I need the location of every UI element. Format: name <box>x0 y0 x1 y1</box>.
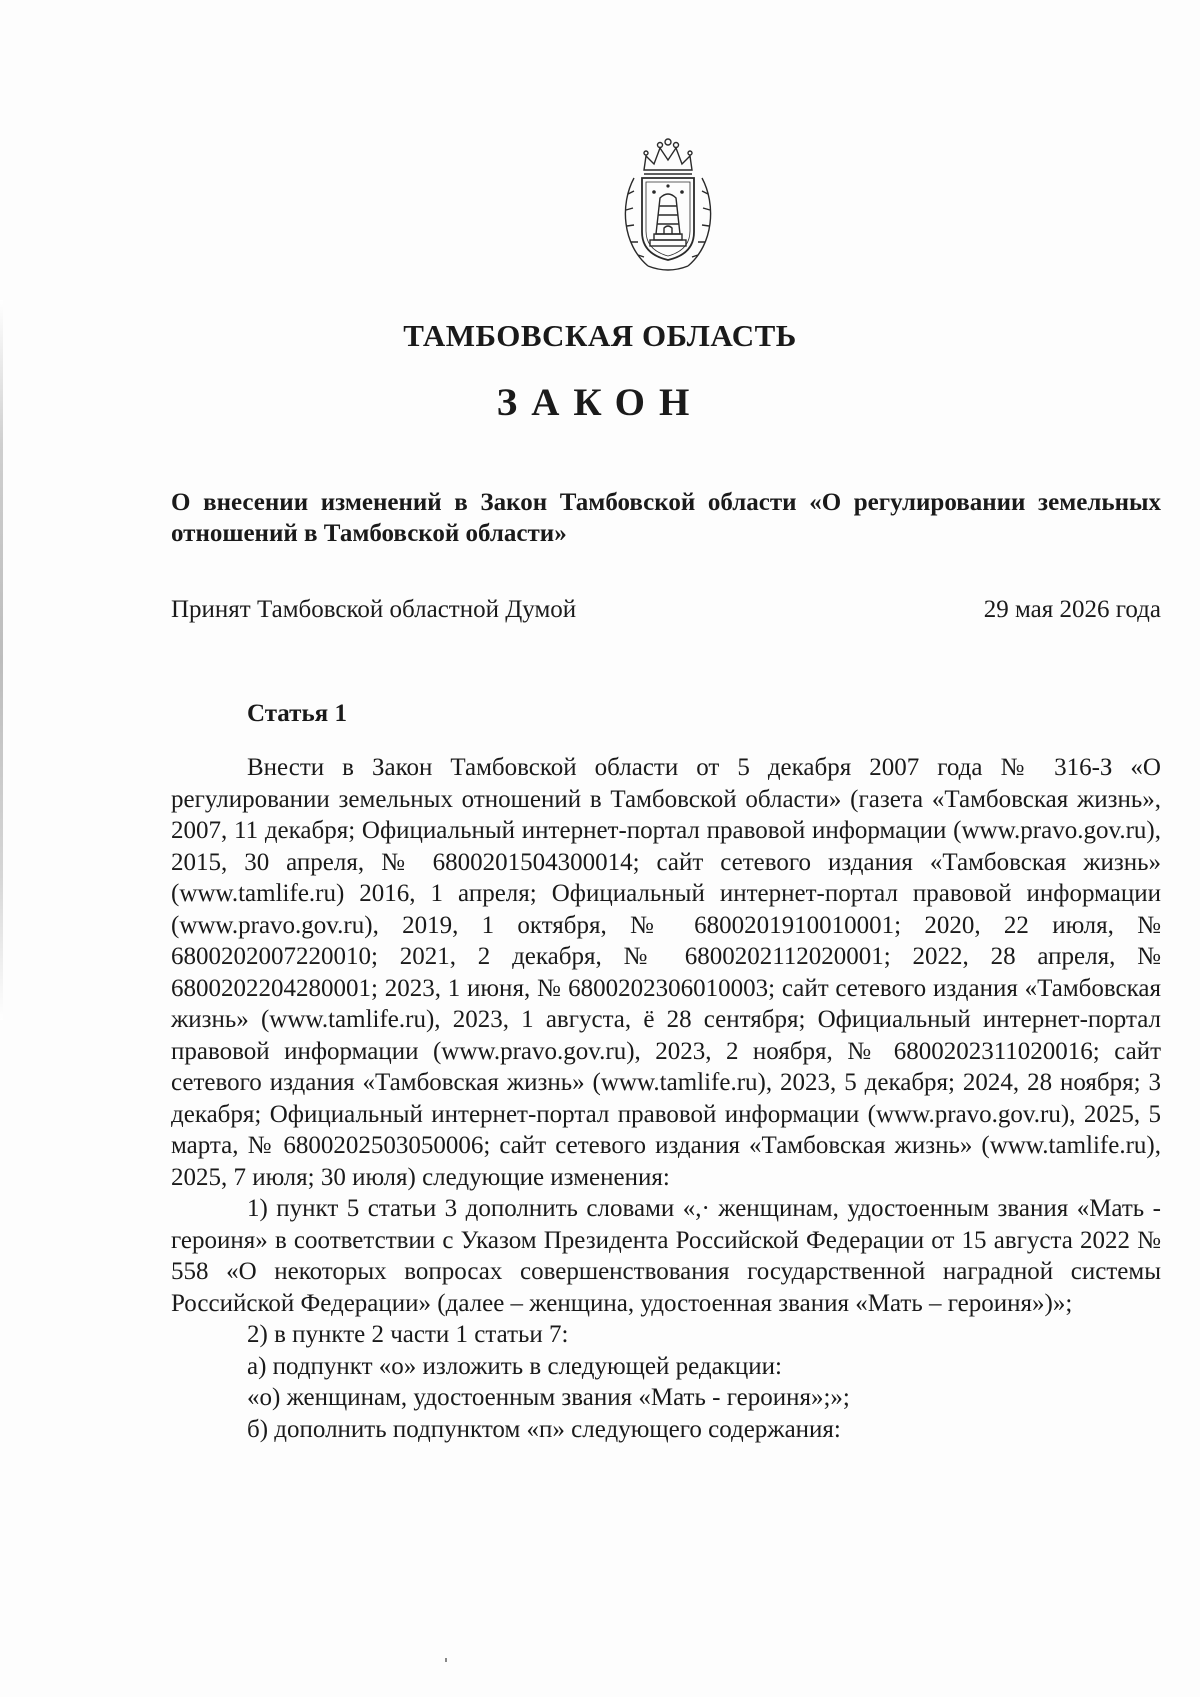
article-paragraph: Внести в Закон Тамбовской области от 5 декабря 2007 года № 316-З «О регулировании земельных отношений в Тамбовской области» (газета «Тамбовская жизнь», 2007, 11 декабря; Официальный интернет-портал правовой информации (www.pravo.gov.ru), 2015, 30 апреля, № 6800201504300014; сайт сетевого издания «Тамбовская жизнь» (www.tamlife.ru) 2016, 1 апреля; Официальный интернет-портал правовой информации (www.pravo.gov.ru), 2019, 1 октября, № 6800201910010001; 2020, 22 июля, № 6800202007220010; 2021, 2 декабря, № 6800202112020001; 2022, 28 апреля, № 6800202204280001; 2023, 1 июня, № 6800202306010003; сайт сетевого издания «Тамбовская жизнь» (www.tamlife.ru), 2023, 1 августа, ё 28 сентября; Официальный интернет-портал правовой информации (www.pravo.gov.ru), 2023, 2 ноября, № 6800202311020016; сайт сетевого издания «Тамбовская жизнь» (www.tamlife.ru), 2023, 5 декабря; 2024, 28 ноября; 3 декабря; Официальный интернет-портал правовой информации (www.pravo.gov.ru), 2025, 5 марта, № 6800202503050006; сайт сетевого издания «Тамбовская жизнь» (www.tamlife.ru), 2025, 7 июля; 30 июля) следующие изменения: <box>171 754 1161 1191</box>
adopted-by: Принят Тамбовской областной Думой <box>171 596 577 623</box>
tambov-coat-of-arms-icon <box>614 134 722 276</box>
article-item: 2) в пункте 2 части 1 статьи 7: <box>247 1321 569 1348</box>
adopted-date: 29 мая 2026 года <box>983 596 1161 623</box>
scan-artifact <box>445 1658 447 1662</box>
article-subitem: а) подпункт «о» изложить в следующей редакции: <box>247 1352 782 1380</box>
article-subitem: «о) женщинам, удостоенным звания «Мать - героиня»;»; <box>247 1384 850 1411</box>
article-heading: Статья 1 <box>247 700 347 727</box>
law-subject: О внесении изменений в Закон Тамбовской области «О регулировании земельных отношений в Тамбовской области» <box>171 489 1161 547</box>
adoption-row <box>171 596 1161 624</box>
law-title: ЗАКОН <box>496 381 704 424</box>
article-body <box>171 752 1161 1445</box>
article-item: 1) пункт 5 статьи 3 дополнить словами «,· женщинам, удостоенным звания «Мать - героиня» в соответствии с Указом Президента Российской Федерации от 15 августа 2022 № 558 «О некоторых вопросах совершенствования государственной наградной системы Российской Федерации» (далее – женщина, удостоенная звания «Мать – героиня»)»; <box>171 1195 1161 1317</box>
region-title: ТАМБОВСКАЯ ОБЛАСТЬ <box>403 318 797 353</box>
article-subitem: б) дополнить подпунктом «п» следующего содержания: <box>247 1415 841 1443</box>
